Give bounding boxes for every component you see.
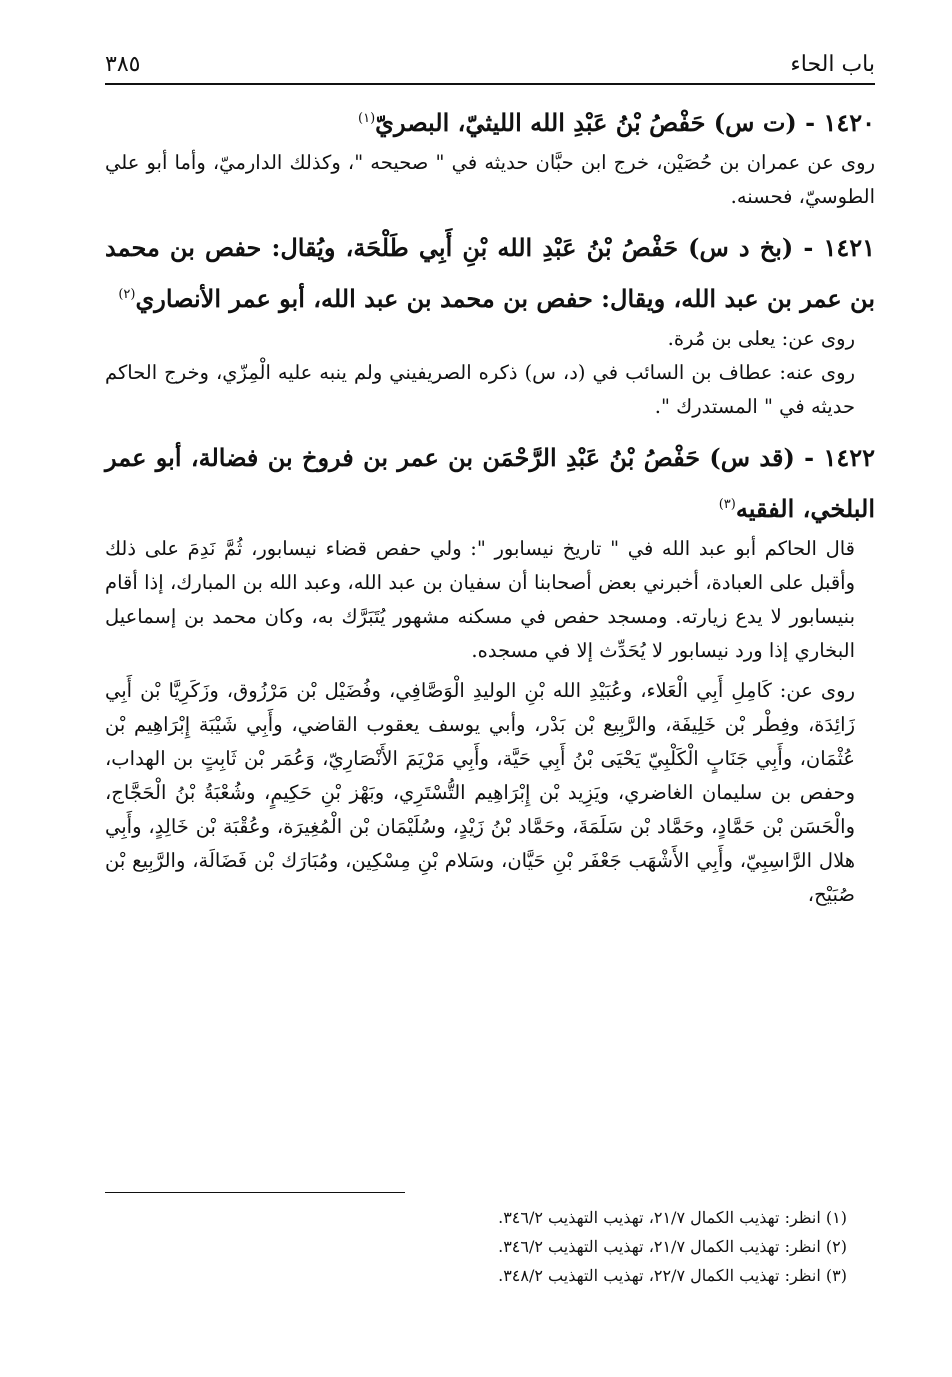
entry-paragraph: روى عن: كَامِلِ أَبِي الْعَلاء، وعُبَيْدِ الله بْنِ الوليدِ الْوَصَّافِي، وفُضَيْل بْن مَرْزُوق، وزَكَرِيَّا بْن أَبِي زَائِدَة، وفِطْر بْن خَلِيفَة، والرَّبِيع بْن بَدْر، وأبي يوسف يعقوب القاضي، وأَبِي شَيْبَة إِبْرَاهِيم بْن عُثْمَان، وأَبِي جَنَابٍ الْكَلْبِيّ يَحْيَى بْنُ أَبِي حَيَّة، وأَبِي مَرْيَمَ الأَنْصَارِيّ، وَعُمَر بْن ثَابِتٍ بن الهداب، وحفص بن سليمان الغاضري، ويَزِيد بْن إِبْرَاهِيم التُّسْتَرِي، وبَهْز بْنِ حَكِيمٍ، وشُعْبَةُ بْنُ الْحَجَّاج، والْحَسَن بْن حَمَّادٍ، وحَمَّاد بْن سَلَمَةَ، وحَمَّاد بْنُ زَيْدٍ، وسُلَيْمَان بْن الْمُغِيرَة، وعُقْبَة بْن خَالِدٍ، وأَبِي هلال الرَّاسِبِيّ، وأَبِي الأَشْهَب جَعْفَر بْنِ حَيَّان، وسَلام بْنِ مِسْكِين، ومُبَارَك بْن فَضَالَة، والرَّبِيع بْن صُبَيْح، bbox=[105, 679, 855, 906]
entry-paragraph: روى عن عمران بن حُصَيْن، خرج ابن حبَّان حديثه في " صحيحه "، وكذلك الدارميّ، وأما أبو علي الطوسيّ، فحسنه. bbox=[105, 151, 875, 208]
footnote-mark: (١) bbox=[358, 111, 376, 126]
footnote-3: (٣) انظر: تهذيب الكمال ٢٢/٧، تهذيب التهذيب ٣٤٨/٢. bbox=[498, 1266, 847, 1285]
footnote-2: (٢) انظر: تهذيب الكمال ٢١/٧، تهذيب التهذيب ٣٤٦/٢. bbox=[498, 1237, 847, 1256]
entry-heading-1421: ١٤٢١ - (بخ د س) حَفْصُ بْنُ عَبْدِ الله بْنِ أَبِي طَلْحَة، ويُقال: حفص بن محمد بن عمر بن عبد الله، ويقال: حفص بن محمد بن عبد الله، أبو عمر الأنصاري$^{(٢)}$ bbox=[105, 233, 875, 313]
entry-heading-1420: ١٤٢٠ - (ت س) حَفْصُ بْنُ عَبْدِ الله الليثيّ، البصريّ$^{(١)}$ bbox=[358, 108, 875, 137]
chapter-title: باب الحاء bbox=[790, 52, 875, 77]
entry-paragraph: قال الحاكم أبو عبد الله في " تاريخ نيسابور ": ولي حفص قضاء نيسابور، ثُمَّ نَدِمَ على ذلك وأقبل على العبادة، أخبرني بعض أصحابنا أن سفيان بن عبد الله، وعبد الله بن المبارك، إذا أقام بنيسابور لا يدع زيارته. ومسجد حفص في مسكنه مشهور يُتَبَرَّك به، وكان محمد بن إسماعيل البخاري إذا ورد نيسابور لا يُحَدِّث إلا في مسجده. bbox=[105, 537, 855, 662]
page-body bbox=[105, 52, 875, 912]
footnotes bbox=[105, 1192, 875, 1290]
footnote-divider bbox=[105, 1192, 405, 1193]
running-header bbox=[105, 52, 875, 85]
entry-paragraph: روى عن: يعلى بن مُرة. bbox=[667, 327, 855, 350]
footnote-1: (١) انظر: تهذيب الكمال ٢١/٧، تهذيب التهذيب ٣٤٦/٢. bbox=[498, 1208, 847, 1227]
page-number: ٣٨٥ bbox=[105, 52, 141, 77]
entry-paragraph: روى عنه: عطاف بن السائب في (د، س) ذكره الصريفيني ولم ينبه عليه الْمِزّي، وخرج الحاكم حديثه في " المستدرك ". bbox=[105, 361, 855, 418]
footnote-mark: (٣) bbox=[718, 497, 736, 512]
footnote-mark: (٢) bbox=[118, 287, 136, 302]
entry-heading-1422: ١٤٢٢ - (قد س) حَفْصُ بْنُ عَبْدِ الرَّحْمَن بن عمر بن فروخ بن فضالة، أبو عمر البلخي، الفقيه$^{(٣)}$ bbox=[105, 443, 875, 523]
